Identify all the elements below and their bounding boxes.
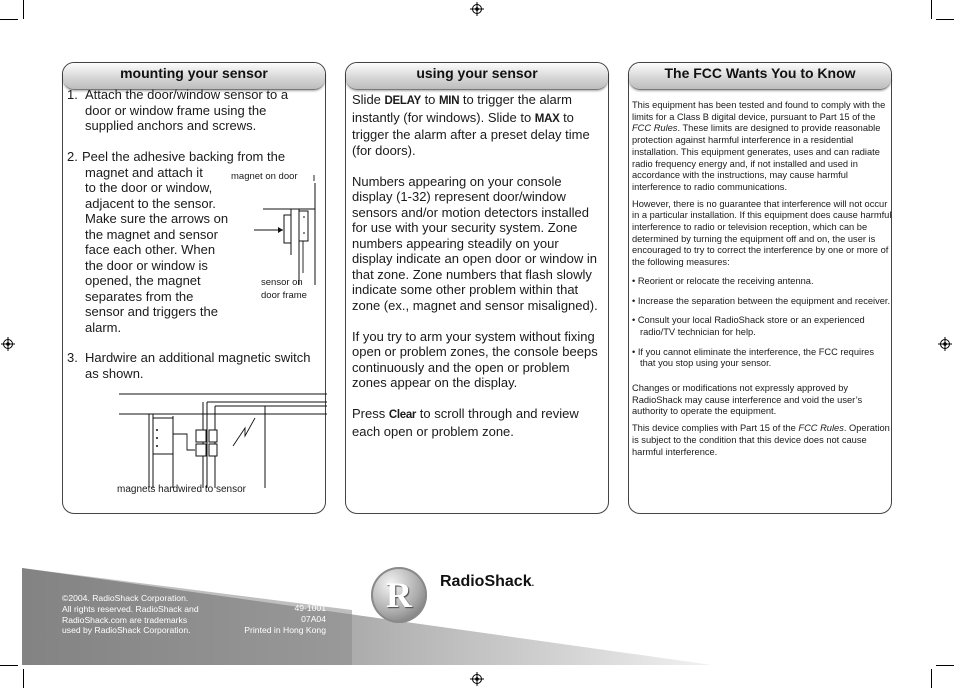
crop-mark xyxy=(931,669,932,688)
sensor-label-line: sensor on xyxy=(261,277,303,288)
code-line: 49-1001 xyxy=(294,603,326,613)
brand-suffix: . xyxy=(531,578,535,588)
fcc-bullet: • Increase the separation between the equipment and receiver. xyxy=(632,295,891,306)
usage-paragraph: Numbers appearing on your console display (1-32) represent door/window sensors and/or motion detectors installed for use with your security system. Zone numbers appearing steadily on your display indicate an open door or window in that zone. Zone numbers that flash slowly indicate some other problem within that zone (ex., magnet and sensor misaligned). xyxy=(352,173,598,313)
text-run: FCC Rules xyxy=(632,123,678,134)
fcc-text xyxy=(632,100,892,458)
copyright-line: RadioShack.com are trademarks xyxy=(62,614,188,625)
step-line: the magnet and sensor xyxy=(85,226,218,242)
step-text: Attach the door/window sensor to a door or window frame using the supplied anchors and screws. xyxy=(85,87,289,133)
magnet-on-door-label: magnet on door xyxy=(231,171,298,182)
usage-paragraph xyxy=(352,406,602,439)
fcc-panel xyxy=(628,62,892,514)
fcc-paragraph xyxy=(632,100,892,194)
bullet-text: Increase the separation between the equipment and receiver. xyxy=(637,295,891,306)
text-run: . Operation is subject to the condition that this device does not cause harmful interference. xyxy=(632,423,890,457)
text-run: to trigger the alarm instantly (for windows). Slide to xyxy=(352,92,572,125)
step-3 xyxy=(67,350,323,381)
step-line: adjacent to the sensor. xyxy=(85,195,216,211)
text-run: Slide xyxy=(352,92,385,107)
bullet-text: Consult your local RadioShack store or an experienced radio/TV technician for help. xyxy=(637,315,865,337)
brand-wordmark xyxy=(440,573,534,591)
crop-mark xyxy=(23,669,24,688)
step-line: to the door or window, xyxy=(85,180,213,195)
panel-title: The FCC Wants You to Know xyxy=(629,63,891,90)
step-line: Make sure the arrows on xyxy=(85,211,229,226)
usage-paragraph xyxy=(352,92,602,158)
sensor-label xyxy=(261,277,307,302)
crop-mark xyxy=(936,19,954,20)
bullet-text: If you cannot eliminate the interference, the FCC requires that you stop using your sensor. xyxy=(637,346,875,369)
fcc-paragraph: Changes or modifications not expressly approved by RadioShack may cause interference and void the user’s authority to operate the equipment. xyxy=(632,383,863,417)
copyright-line: ©2004. RadioShack Corporation. xyxy=(62,593,189,603)
sensor-label-line: door frame xyxy=(261,289,307,301)
step-line: sensor and triggers the xyxy=(85,304,218,319)
logo-letter: R xyxy=(386,575,412,615)
crop-mark xyxy=(0,665,18,666)
step-line: opened, the magnet xyxy=(85,273,201,288)
delay-switch-label: DELAY xyxy=(384,95,421,107)
radioshack-logo xyxy=(371,567,427,623)
registration-mark-icon xyxy=(938,337,952,351)
fcc-paragraph xyxy=(632,423,892,458)
usage-panel xyxy=(345,62,609,514)
step-line: separates from the xyxy=(85,288,194,304)
fcc-bullet: • Reorient or relocate the receiving antenna. xyxy=(632,275,814,286)
hardwired-label: magnets hardwired to sensor xyxy=(117,484,246,495)
product-code-block xyxy=(226,603,326,635)
hardwired-diagram xyxy=(115,388,327,488)
text-run: This device complies with Part 15 of the xyxy=(632,423,799,434)
fcc-paragraph: However, there is no guarantee that interference will not occur in a particular installation. If this equipment does cause harmful interference to radio or television reception, which can be determined by turning the equipment off and on, the user is encouraged to try to correct the interference by one or more of the following measures: xyxy=(632,198,892,268)
text-run: . These limits are designed to provide reasonable protection against harmful interference in a residential installation. This equipment generates, uses and can radiate radio frequency energy and, if not installed and used in accordance with the instructions, may cause harmful interference to radio communications. xyxy=(632,123,881,192)
crop-mark xyxy=(936,665,954,666)
text-run: FCC Rules xyxy=(798,423,844,434)
mounting-panel xyxy=(62,62,326,514)
door-sensor-diagram xyxy=(227,175,323,285)
crop-mark xyxy=(0,19,18,20)
text-run: Press xyxy=(352,406,389,421)
min-setting-label: MIN xyxy=(439,95,460,107)
code-line: Printed in Hong Kong xyxy=(244,624,326,635)
brand-name: RadioShack xyxy=(440,573,532,590)
text-run: to trigger the alarm after a preset delay time (for doors). xyxy=(352,109,590,158)
step-line: face each other. When xyxy=(85,242,216,257)
bullet-text: Reorient or relocate the receiving antenna. xyxy=(637,275,814,286)
step-line: magnet and attach it xyxy=(85,164,203,180)
text-run: This equipment has been tested and found to comply with the limits for a Class B digital device, pursuant to Part 15 of the xyxy=(632,100,886,122)
panel-title: using your sensor xyxy=(346,63,608,90)
step-line: alarm. xyxy=(85,319,122,335)
text-run: to xyxy=(420,92,440,107)
step-text: Hardwire an additional magnetic switch as shown. xyxy=(85,350,311,381)
clear-key-label: Clear xyxy=(388,409,417,421)
usage-paragraph: If you try to arm your system without fixing open or problem zones, the console beeps continuously and the open or problem zones appear on the display. xyxy=(352,328,598,390)
crop-mark xyxy=(931,0,932,19)
registration-mark-icon xyxy=(1,337,15,351)
registration-mark-icon xyxy=(470,2,484,16)
fcc-bullet: • If you cannot eliminate the interference, the FCC requires that you stop using your sensor. xyxy=(632,346,875,369)
step-1 xyxy=(67,87,323,134)
crop-mark xyxy=(23,0,24,19)
step-line: Peel the adhesive backing from the xyxy=(82,149,286,164)
step-number: 2. xyxy=(67,149,78,164)
registration-mark-icon xyxy=(470,672,484,686)
copyright-line: All rights reserved. RadioShack and xyxy=(62,603,199,614)
text-run: to scroll through and review each open or problem zone. xyxy=(352,406,579,439)
step-number: 3. xyxy=(67,350,78,365)
copyright-line: used by RadioShack Corporation. xyxy=(62,625,191,636)
step-line: the door or window is xyxy=(85,257,208,273)
usage-text xyxy=(352,92,602,439)
code-line: 07A04 xyxy=(301,613,326,624)
panel-title: mounting your sensor xyxy=(63,63,325,90)
fcc-bullet: • Consult your local RadioShack store or an experienced radio/TV technician for help. xyxy=(632,315,865,337)
max-setting-label: MAX xyxy=(534,112,560,125)
copyright-block xyxy=(62,593,199,636)
step-number: 1. xyxy=(67,87,78,102)
